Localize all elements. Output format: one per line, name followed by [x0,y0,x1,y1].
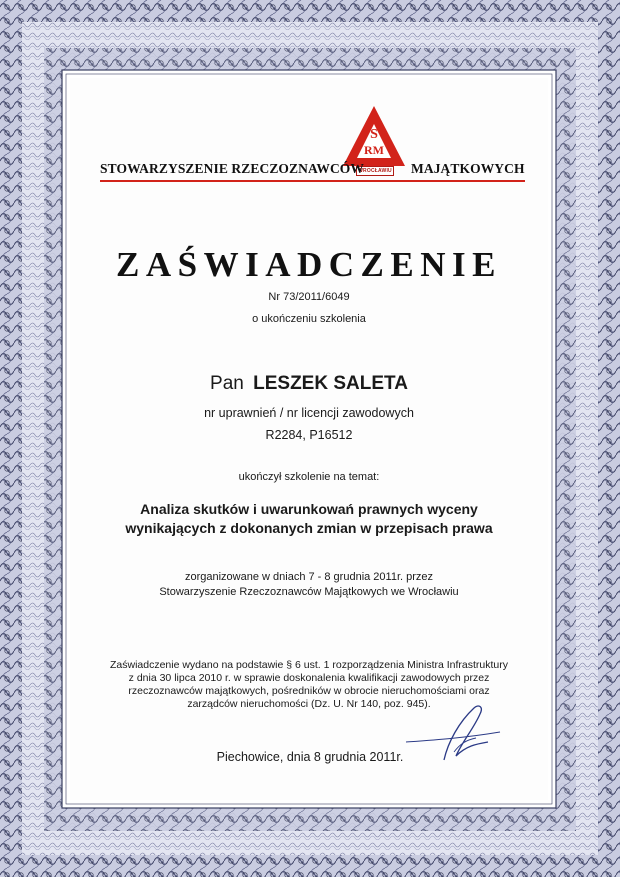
organization-name-right: MAJĄTKOWYCH [411,161,525,176]
recipient-name-line [70,373,548,395]
organization-name-left: STOWARZYSZENIE RZECZOZNAWCÓW [100,161,364,176]
license-label: nr uprawnień / nr licencji zawodowych [204,406,414,420]
logo-caption: WROCŁAWIU [356,166,394,176]
training-intro: ukończył szkolenie na temat: [238,471,380,483]
organized-line1: zorganizowane w dniach 7 - 8 grudnia 2011r. przez [184,571,434,583]
certificate-subtitle: o ukończeniu szkolenia [252,313,366,325]
training-topic-line1: Analiza skutków i uwarunkowań prawnych wyceny [140,501,478,517]
legal-basis-line4: zarządców nieruchomości (Dz. U. Nr 140, poz. 945). [187,698,431,710]
header-rule [100,180,525,182]
legal-basis-line3: rzeczoznawców majątkowych, pośredników w obrocie nieruchomościami oraz [128,685,490,697]
svg-text:S: S [370,127,378,142]
organized-line2: Stowarzyszenie Rzeczoznawców Majątkowych we Wrocławiu [159,586,459,598]
legal-basis-line1: Zaświadczenie wydano na podstawie § 6 ust. 1 rozporządzenia Ministra Infrastruktury [109,659,509,671]
legal-basis-line2: z dnia 30 lipca 2010 r. w sprawie doskonalenia kwalifikacji zawodowych przez [128,672,490,684]
certificate-number: Nr 73/2011/6049 [268,291,350,303]
certificate-title: ZAŚWIADCZENIE [116,245,502,284]
recipient-name: LESZEK SALETA [253,373,408,394]
license-numbers: R2284, P16512 [265,428,353,442]
svg-text:RM: RM [364,143,384,157]
training-topic-line2: wynikających z dokonanych zmian w przepisach prawa [125,520,493,536]
organization-header [100,152,525,182]
place-and-date: Piechowice, dnia 8 grudnia 2011r. [216,750,404,764]
recipient-prefix: Pan [210,373,244,394]
